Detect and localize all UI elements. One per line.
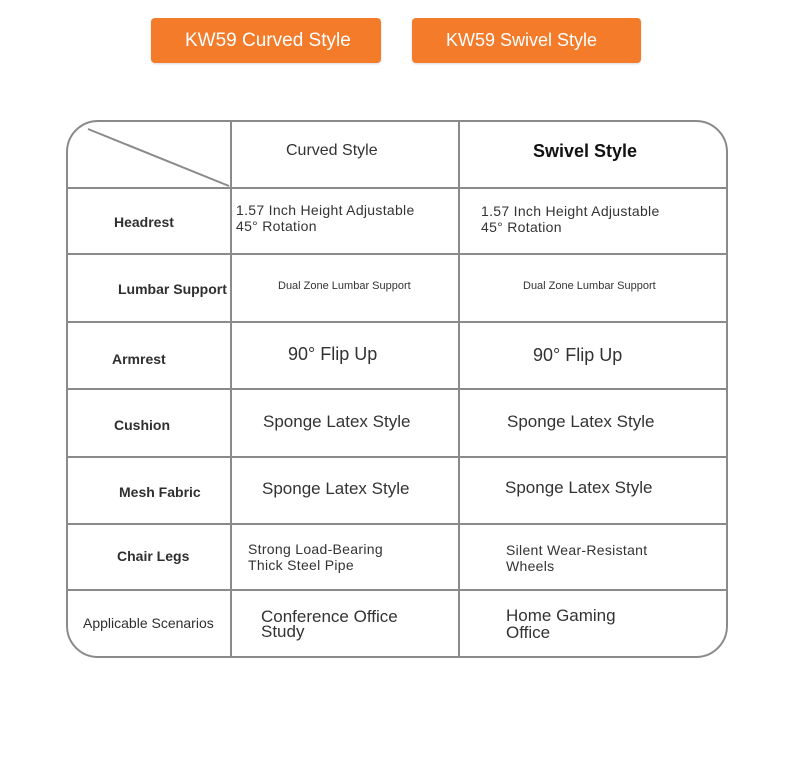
- comparison-table: [66, 120, 728, 658]
- row-label-lumbar-support: Lumbar Support: [118, 281, 227, 297]
- row-divider: [68, 589, 726, 591]
- headrest-swivel-value: 1.57 Inch Height Adjustable 45° Rotation: [481, 203, 660, 235]
- row-divider: [68, 253, 726, 255]
- row-divider: [68, 388, 726, 390]
- row-divider: [68, 321, 726, 323]
- chair-legs-curved-value: Strong Load-Bearing Thick Steel Pipe: [248, 541, 383, 573]
- armrest-swivel-value: 90° Flip Up: [533, 345, 623, 365]
- mesh-swivel-value: Sponge Latex Style: [505, 478, 653, 497]
- mesh-curved-value: Sponge Latex Style: [262, 479, 410, 498]
- row-label-armrest: Armrest: [112, 351, 166, 367]
- chair-legs-swivel-value: Silent Wear-Resistant Wheels: [506, 542, 648, 574]
- row-label-headrest: Headrest: [114, 214, 174, 230]
- tab-curved-label: KW59 Curved Style: [185, 30, 351, 51]
- cushion-curved-value: Sponge Latex Style: [263, 412, 411, 431]
- tab-kw59-swivel-style[interactable]: [412, 18, 641, 63]
- row-label-cushion: Cushion: [114, 417, 170, 433]
- scenarios-curved-value: Conference Office Study: [261, 607, 398, 641]
- row-divider: [68, 523, 726, 525]
- column-header-curved: Curved Style: [286, 142, 378, 159]
- headrest-curved-value: 1.57 Inch Height Adjustable 45° Rotation: [236, 202, 415, 234]
- armrest-curved-value: 90° Flip Up: [288, 344, 378, 364]
- lumbar-curved-value: Dual Zone Lumbar Support: [278, 280, 411, 292]
- lumbar-swivel-value: Dual Zone Lumbar Support: [523, 280, 656, 292]
- row-label-applicable-scenarios: Applicable Scenarios: [83, 615, 214, 631]
- scenarios-swivel-value: Home Gaming Office: [506, 606, 616, 642]
- tab-kw59-curved-style[interactable]: [151, 18, 381, 63]
- column-header-swivel: Swivel Style: [533, 141, 638, 161]
- row-divider: [68, 456, 726, 458]
- cushion-swivel-value: Sponge Latex Style: [507, 412, 655, 431]
- row-label-mesh-fabric: Mesh Fabric: [119, 484, 201, 500]
- header-diagonal: [68, 122, 232, 188]
- tab-swivel-label: KW59 Swivel Style: [446, 30, 598, 50]
- row-label-chair-legs: Chair Legs: [117, 548, 190, 564]
